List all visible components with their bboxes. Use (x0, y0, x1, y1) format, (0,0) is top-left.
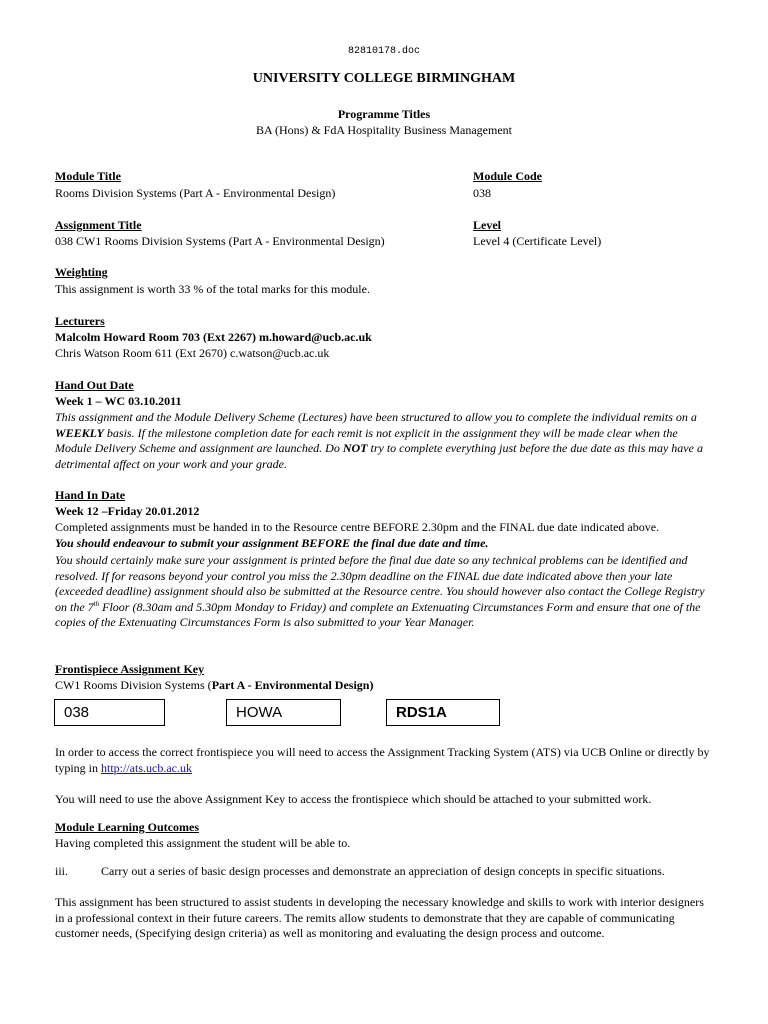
access-text: In order to access the correct frontispiece you will need to access the Assignment Tracking System (ATS) via UCB Online or directly by typing in (55, 745, 710, 775)
hand-out-date: Week 1 – WC 03.10.2011 (55, 394, 182, 408)
outcome-item-number: iii. (55, 864, 69, 878)
lecturer-secondary: Chris Watson Room 611 (Ext 2670) c.watson@ucb.ac.uk (55, 346, 330, 360)
use-key-text: You will need to use the above Assignment Key to access the frontispiece which should be attached to your submitted work. (55, 792, 652, 806)
programme-heading: Programme Titles (337, 107, 431, 121)
module-title-label: Module Title (55, 169, 121, 183)
lecturers-label: Lecturers (55, 314, 105, 328)
outcomes-label: Module Learning Outcomes (55, 820, 199, 834)
module-code: 038 (473, 186, 491, 200)
level-value: Level 4 (Certificate Level) (473, 234, 602, 248)
access-paragraph (55, 745, 715, 776)
frontispiece-part: Part A - Environmental Design) (211, 678, 374, 692)
hand-in-line-1: Completed assignments must be handed in to the Resource centre BEFORE 2.30pm and the FINAL due date indicated above. (55, 520, 660, 534)
hand-in-text-b: Floor (8.30am and 5.30pm Monday to Friday) and complete an Extenuating Circumstances Form and ensure that one of the copies of the Extenuating Circumstances Form is also submitted to your Year Manager. (55, 599, 701, 630)
frontispiece-label: Frontispiece Assignment Key (55, 662, 205, 676)
hand-out-text-3: try to complete everything just before the due date as this may have a detrimental affect on your work and your grade. (55, 441, 703, 471)
assignment-title: 038 CW1 Rooms Division Systems (Part A - Environmental Design) (55, 234, 385, 248)
hand-out-label: Hand Out Date (55, 378, 134, 392)
assignment-key-code: RDS1A (386, 699, 500, 726)
frontispiece-prefix: CW1 Rooms Division Systems ( (55, 678, 212, 692)
weighting-label: Weighting (55, 265, 108, 279)
institution-title: UNIVERSITY COLLEGE BIRMINGHAM (252, 71, 516, 86)
ats-link[interactable]: http://ats.ucb.ac.uk (101, 760, 192, 775)
hand-in-text-a: You should certainly make sure your assignment is printed before the final due date so any technical problems can be identified and resolved. If for reasons beyond your control you miss the 2.30pm deadline on the FINAL due date indicated above then your late (exceeded deadline) assignment should also be submitted at the Resource centre. You should however also contact the College Registry on the 7 (55, 553, 705, 614)
hand-out-text-2: basis. If the milestone completion date for each remit is not explicit in the assignment they will be made clear when the Module Delivery Scheme and assignment are launched. Do (55, 425, 678, 456)
hand-in-label: Hand In Date (55, 488, 126, 502)
assignment-title-label: Assignment Title (55, 218, 142, 232)
module-title: Rooms Division Systems (Part A - Environmental Design) (55, 186, 336, 200)
outcomes-closing: This assignment has been structured to assist students in developing the necessary knowledge and skills to work with interior designers in a professional context in their future careers. The remits allow students to demonstrate that they are capable of communicating customer needs, (Specifying design criteria) as well as monitoring and evaluating the design process and outcome. (55, 895, 704, 941)
floor-suffix: th (93, 599, 100, 608)
hand-out-paragraph (55, 410, 715, 472)
weekly-emphasis: WEEKLY (55, 425, 104, 440)
hand-in-line-2: You should endeavour to submit your assignment BEFORE the final due date and time. (55, 536, 489, 550)
hand-in-date: Week 12 –Friday 20.01.2012 (55, 504, 200, 518)
outcome-item-text: Carry out a series of basic design processes and demonstrate an appreciation of design concepts in specific situations. (101, 864, 665, 878)
hand-in-paragraph (55, 553, 715, 631)
filename: 82810178.doc (347, 46, 420, 57)
outcomes-intro: Having completed this assignment the student will be able to. (55, 836, 351, 850)
level-label: Level (473, 218, 501, 232)
lecturer-primary: Malcolm Howard Room 703 (Ext 2267) m.howard@ucb.ac.uk (55, 330, 372, 344)
frontispiece-line (55, 678, 373, 693)
module-code-label: Module Code (473, 169, 542, 183)
weighting-text: This assignment is worth 33 % of the total marks for this module. (55, 282, 370, 296)
programme-title: BA (Hons) & FdA Hospitality Business Management (256, 123, 512, 137)
hand-out-text-1: This assignment and the Module Delivery Scheme (Lectures) have been structured to allow you to complete the individual remits on a (55, 410, 697, 424)
not-emphasis: NOT (342, 441, 368, 456)
assignment-key-lecturer: HOWA (226, 699, 341, 726)
assignment-key-module: 038 (54, 699, 165, 726)
